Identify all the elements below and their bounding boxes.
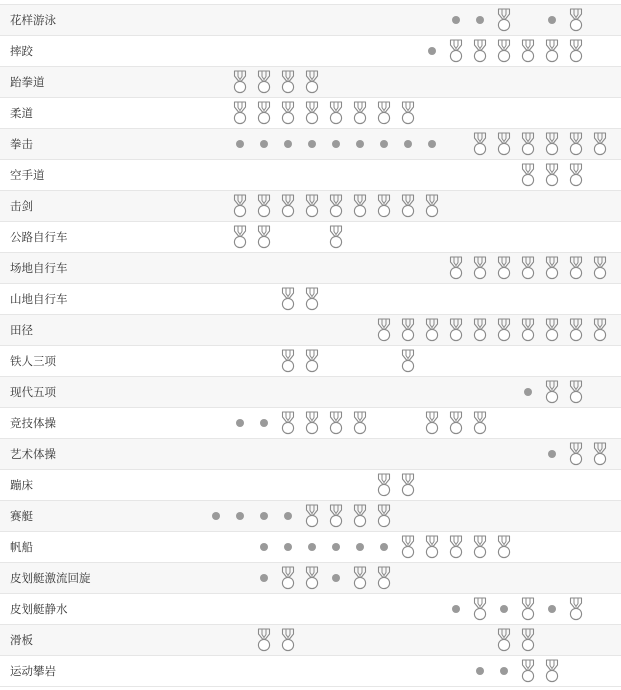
- medal-icon: [372, 191, 396, 221]
- medal-icon: [348, 563, 372, 593]
- medal-icon: [540, 315, 564, 345]
- medal-icon: [540, 36, 564, 66]
- medal-icon: [564, 160, 588, 190]
- table-row: [0, 624, 621, 655]
- table-row: [0, 438, 621, 469]
- medal-icon: [540, 656, 564, 686]
- medal-icon: [492, 532, 516, 562]
- sport-name: 竞技体操: [10, 416, 56, 430]
- table-row: [0, 128, 621, 159]
- medal-icon: [468, 253, 492, 283]
- table-row: [0, 407, 621, 438]
- session-dot-icon: [300, 129, 324, 159]
- medal-icon: [420, 408, 444, 438]
- medal-icon: [324, 501, 348, 531]
- medal-icon: [300, 563, 324, 593]
- medal-icon: [396, 346, 420, 376]
- table-row: [0, 283, 621, 314]
- table-row: [0, 500, 621, 531]
- medal-icon: [564, 36, 588, 66]
- medal-icon: [444, 253, 468, 283]
- sport-name: 场地自行车: [10, 261, 68, 275]
- sport-name: 运动攀岩: [10, 664, 56, 678]
- medal-icon: [516, 625, 540, 655]
- medal-icon: [540, 160, 564, 190]
- session-dot-icon: [540, 439, 564, 469]
- medal-icon: [372, 563, 396, 593]
- sport-name: 公路自行车: [10, 230, 68, 244]
- medal-icon: [516, 594, 540, 624]
- session-dot-icon: [420, 129, 444, 159]
- medal-icon: [228, 98, 252, 128]
- session-dot-icon: [324, 532, 348, 562]
- session-dot-icon: [348, 532, 372, 562]
- medal-icon: [540, 253, 564, 283]
- session-dot-icon: [444, 5, 468, 35]
- medal-icon: [492, 36, 516, 66]
- sport-name: 赛艇: [10, 509, 33, 523]
- session-dot-icon: [204, 501, 228, 531]
- sport-name: 艺术体操: [10, 447, 56, 461]
- table-bottom-border: [0, 686, 621, 687]
- sport-name: 花样游泳: [10, 13, 56, 27]
- medal-icon: [324, 98, 348, 128]
- medal-icon: [492, 5, 516, 35]
- medal-icon: [396, 315, 420, 345]
- session-dot-icon: [468, 656, 492, 686]
- sport-name: 摔跤: [10, 44, 33, 58]
- session-dot-icon: [252, 532, 276, 562]
- medal-icon: [300, 408, 324, 438]
- medal-icon: [276, 191, 300, 221]
- medal-icon: [324, 222, 348, 252]
- medal-icon: [420, 532, 444, 562]
- medal-icon: [300, 346, 324, 376]
- medal-icon: [468, 315, 492, 345]
- medal-icon: [372, 98, 396, 128]
- medal-icon: [564, 439, 588, 469]
- table-row: [0, 593, 621, 624]
- medal-icon: [564, 129, 588, 159]
- medal-icon: [564, 253, 588, 283]
- session-dot-icon: [444, 594, 468, 624]
- table-row: [0, 252, 621, 283]
- session-dot-icon: [468, 5, 492, 35]
- sport-name: 拳击: [10, 137, 33, 151]
- session-dot-icon: [396, 129, 420, 159]
- medal-icon: [468, 532, 492, 562]
- medal-icon: [252, 67, 276, 97]
- session-dot-icon: [492, 594, 516, 624]
- medal-icon: [468, 594, 492, 624]
- sport-name: 现代五项: [10, 385, 56, 399]
- medal-icon: [396, 532, 420, 562]
- session-dot-icon: [300, 532, 324, 562]
- medal-icon: [564, 377, 588, 407]
- medal-icon: [588, 129, 612, 159]
- session-dot-icon: [540, 594, 564, 624]
- session-dot-icon: [348, 129, 372, 159]
- session-dot-icon: [324, 563, 348, 593]
- table-row: [0, 531, 621, 562]
- session-dot-icon: [276, 532, 300, 562]
- medal-icon: [372, 501, 396, 531]
- medal-icon: [444, 408, 468, 438]
- medal-icon: [564, 5, 588, 35]
- medal-icon: [468, 36, 492, 66]
- table-row: [0, 221, 621, 252]
- medal-icon: [252, 191, 276, 221]
- medal-icon: [396, 98, 420, 128]
- medal-icon: [324, 191, 348, 221]
- medal-icon: [300, 284, 324, 314]
- medal-icon: [492, 253, 516, 283]
- session-dot-icon: [252, 129, 276, 159]
- medal-icon: [516, 36, 540, 66]
- sport-name: 皮划艇静水: [10, 602, 68, 616]
- table-row: [0, 35, 621, 66]
- medal-icon: [252, 222, 276, 252]
- sport-name: 帆船: [10, 540, 33, 554]
- sport-name: 皮划艇激流回旋: [10, 571, 91, 585]
- medal-icon: [276, 98, 300, 128]
- medal-icon: [348, 501, 372, 531]
- medal-icon: [588, 253, 612, 283]
- table-row: [0, 66, 621, 97]
- medal-icon: [564, 315, 588, 345]
- medal-icon: [516, 253, 540, 283]
- medal-icon: [300, 67, 324, 97]
- sport-name: 蹦床: [10, 478, 33, 492]
- session-dot-icon: [252, 501, 276, 531]
- session-dot-icon: [372, 129, 396, 159]
- medal-icon: [396, 191, 420, 221]
- medal-icon: [276, 563, 300, 593]
- medal-icon: [444, 315, 468, 345]
- table-row: [0, 469, 621, 500]
- table-row: [0, 314, 621, 345]
- sport-name: 山地自行车: [10, 292, 68, 306]
- medal-icon: [300, 501, 324, 531]
- medal-icon: [588, 315, 612, 345]
- medal-icon: [228, 191, 252, 221]
- session-dot-icon: [516, 377, 540, 407]
- sport-name: 田径: [10, 323, 33, 337]
- table-row: [0, 190, 621, 221]
- table-row: [0, 655, 621, 686]
- medal-icon: [444, 532, 468, 562]
- session-dot-icon: [420, 36, 444, 66]
- session-dot-icon: [252, 408, 276, 438]
- medal-icon: [252, 625, 276, 655]
- medal-icon: [324, 408, 348, 438]
- session-dot-icon: [276, 129, 300, 159]
- medal-icon: [228, 222, 252, 252]
- session-dot-icon: [372, 532, 396, 562]
- medal-icon: [276, 346, 300, 376]
- sport-name: 击剑: [10, 199, 33, 213]
- session-dot-icon: [276, 501, 300, 531]
- medal-icon: [348, 98, 372, 128]
- medal-icon: [492, 129, 516, 159]
- sport-name: 铁人三项: [10, 354, 56, 368]
- medal-icon: [564, 594, 588, 624]
- medal-icon: [276, 625, 300, 655]
- table-row: [0, 562, 621, 593]
- medal-icon: [300, 191, 324, 221]
- medal-icon: [228, 67, 252, 97]
- table-row: [0, 97, 621, 128]
- table-row: [0, 4, 621, 35]
- medal-icon: [588, 439, 612, 469]
- medal-icon: [516, 129, 540, 159]
- medal-icon: [348, 408, 372, 438]
- session-dot-icon: [228, 129, 252, 159]
- medal-icon: [444, 36, 468, 66]
- sport-name: 柔道: [10, 106, 33, 120]
- medal-icon: [516, 160, 540, 190]
- session-dot-icon: [540, 5, 564, 35]
- table-row: [0, 345, 621, 376]
- medal-icon: [252, 98, 276, 128]
- medal-icon: [276, 67, 300, 97]
- medal-icon: [540, 129, 564, 159]
- medal-icon: [420, 191, 444, 221]
- medal-icon: [516, 315, 540, 345]
- medal-icon: [300, 98, 324, 128]
- medal-icon: [540, 377, 564, 407]
- table-row: [0, 376, 621, 407]
- medal-icon: [468, 408, 492, 438]
- medal-icon: [372, 470, 396, 500]
- medal-icon: [276, 284, 300, 314]
- medal-icon: [516, 656, 540, 686]
- sport-name: 跆拳道: [10, 75, 45, 89]
- medal-icon: [492, 315, 516, 345]
- medal-icon: [348, 191, 372, 221]
- sport-name: 滑板: [10, 633, 33, 647]
- sport-name: 空手道: [10, 168, 45, 182]
- table-row: [0, 159, 621, 190]
- medal-icon: [276, 408, 300, 438]
- session-dot-icon: [324, 129, 348, 159]
- session-dot-icon: [252, 563, 276, 593]
- medal-icon: [468, 129, 492, 159]
- medal-icon: [396, 470, 420, 500]
- session-dot-icon: [228, 408, 252, 438]
- medal-icon: [372, 315, 396, 345]
- session-dot-icon: [492, 656, 516, 686]
- medal-icon: [492, 625, 516, 655]
- medal-icon: [420, 315, 444, 345]
- session-dot-icon: [228, 501, 252, 531]
